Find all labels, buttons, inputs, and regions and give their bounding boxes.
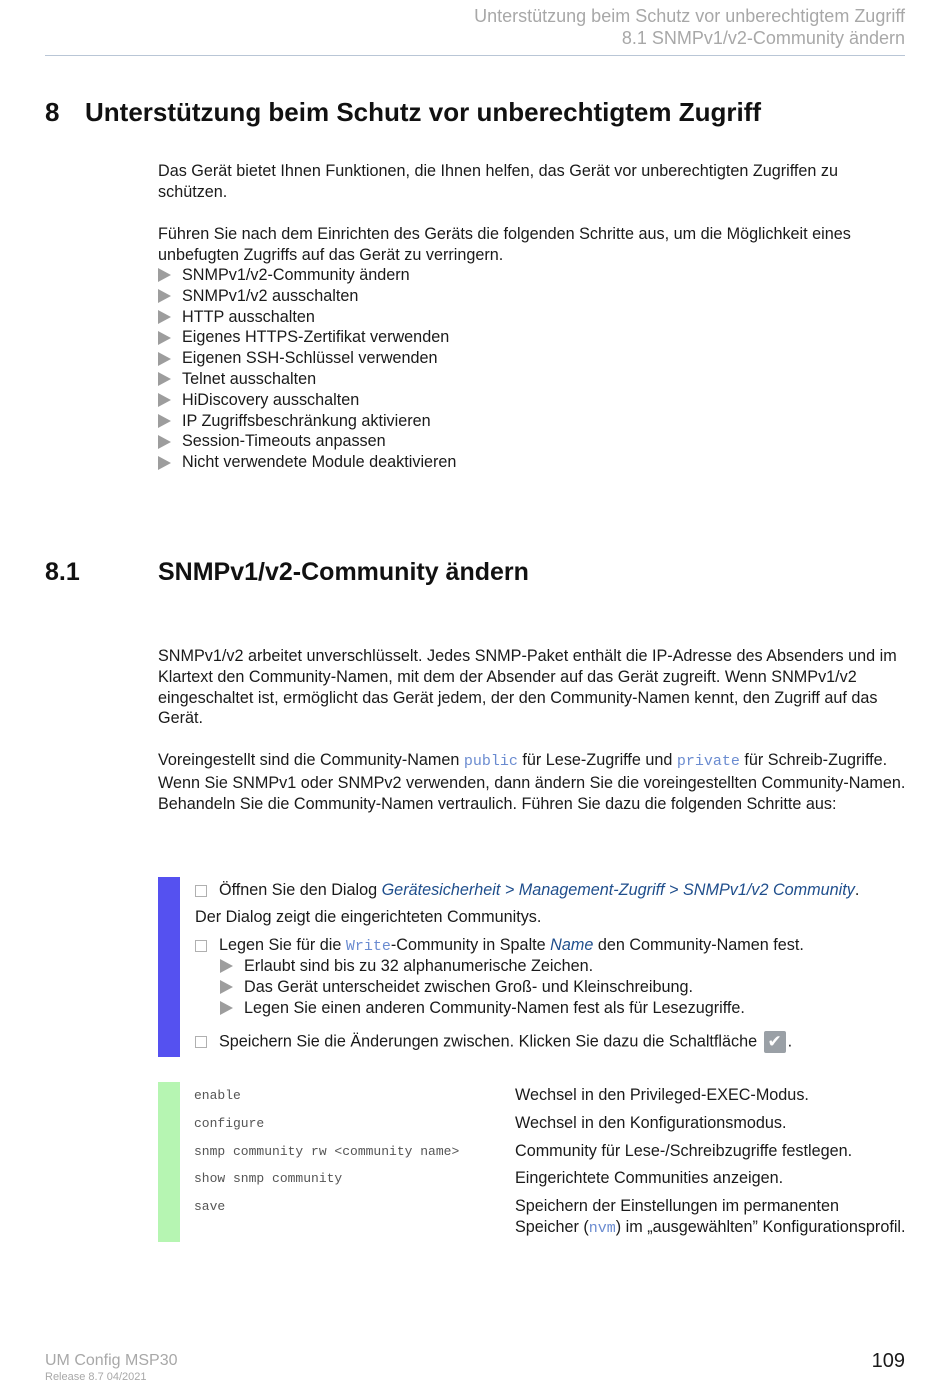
- triangle-bullet-icon: [158, 414, 171, 428]
- triangle-bullet-icon: [158, 352, 171, 366]
- chapter-number: 8: [45, 97, 60, 127]
- step-checkbox-icon: [195, 885, 207, 897]
- section-para-2: Voreingestellt sind die Community-Namen public für Lese-Zugriffe und private für Schreib-Zugriffe. Wenn Sie SNMPv1 oder SNMPv2 verwenden, dann ändern Sie die voreingestellten Community-Namen. Behandeln Sie die Community-Namen vertraulich. Führen Sie dazu die folgenden Schritte aus:: [158, 751, 906, 813]
- gui-step-1-note: Der Dialog zeigt die eingerichteten Communitys.: [195, 908, 542, 926]
- list-item: IP Zugriffsbeschränkung aktivieren: [158, 411, 906, 432]
- section-title: SNMPv1/v2-Community ändern: [158, 558, 529, 586]
- cli-command: save: [194, 1199, 226, 1214]
- section-heading: [45, 558, 529, 587]
- section-number: 8.1: [45, 558, 80, 586]
- list-item: Das Gerät unterscheidet zwischen Groß- und Kleinschreibung.: [220, 977, 745, 998]
- code-public: public: [463, 753, 518, 770]
- gui-step-2: Legen Sie für die Write-Community in Spalte Name den Community-Namen fest.: [195, 935, 906, 958]
- triangle-bullet-icon: [158, 331, 171, 345]
- checkmark-save-icon: ✔: [764, 1031, 786, 1053]
- step-2-bullets: [220, 956, 745, 1018]
- cli-description: Wechsel in den Konfigurationsmodus.: [515, 1114, 787, 1132]
- triangle-bullet-icon: [158, 372, 171, 386]
- footer: [45, 1351, 178, 1384]
- list-item: Session-Timeouts anpassen: [158, 431, 906, 452]
- page-number: 109: [871, 1350, 905, 1372]
- chapter-heading: [45, 97, 761, 128]
- chapter-steps-intro: Führen Sie nach dem Einrichten des Geräts die folgenden Schritte aus, um die Möglichkeit eines unbefugten Zugriffs auf das Gerät zu verringern.: [158, 225, 851, 264]
- gui-step-3: Speichern Sie die Änderungen zwischen. Klicken Sie dazu die Schaltfläche ✔ .: [195, 1031, 906, 1053]
- code-private: private: [676, 753, 740, 770]
- list-item: Eigenen SSH-Schlüssel verwenden: [158, 348, 906, 369]
- cli-description: Eingerichtete Communities anzeigen.: [515, 1169, 784, 1187]
- chapter-title: Unterstützung beim Schutz vor unberechtigtem Zugriff: [85, 97, 762, 127]
- cli-description: Wechsel in den Privileged-EXEC-Modus.: [515, 1086, 809, 1104]
- dialog-path: Gerätesicherheit > Management-Zugriff > SNMPv1/v2 Community: [381, 881, 855, 899]
- gui-steps-bar: [158, 877, 180, 1057]
- section-para-1: SNMPv1/v2 arbeitet unverschlüsselt. Jedes SNMP-Paket enthält die IP-Adresse des Absenders und im Klartext den Community-Namen, mit dem der Absender auf das Gerät zugreift. Wenn SNMPv1/v2 eingeschaltet ist, ermöglicht das Gerät jedem, der den Community-Namen kennt, den Zugriff auf das Gerät.: [158, 647, 897, 728]
- running-header-section: 8.1 SNMPv1/v2-Community ändern: [621, 28, 905, 48]
- running-header: [474, 5, 905, 49]
- step-checkbox-icon: [195, 1036, 207, 1048]
- cli-command: snmp community rw <community name>: [194, 1144, 460, 1159]
- list-item: HiDiscovery ausschalten: [158, 390, 906, 411]
- triangle-bullet-icon: [158, 289, 171, 303]
- list-item: SNMPv1/v2-Community ändern: [158, 265, 906, 286]
- triangle-bullet-icon: [158, 268, 171, 282]
- triangle-bullet-icon: [220, 980, 233, 994]
- list-item: Eigenes HTTPS-Zertifikat verwenden: [158, 327, 906, 348]
- list-item: Nicht verwendete Module deaktivieren: [158, 452, 906, 473]
- running-header-chapter: Unterstützung beim Schutz vor unberechtigtem Zugriff: [474, 6, 905, 26]
- cli-command: enable: [194, 1088, 241, 1103]
- gui-step-1: Öffnen Sie den Dialog Gerätesicherheit > Management-Zugriff > SNMPv1/v2 Community.: [195, 880, 906, 901]
- code-write: Write: [345, 938, 391, 955]
- triangle-bullet-icon: [220, 1001, 233, 1015]
- measures-list: [158, 265, 906, 473]
- triangle-bullet-icon: [220, 959, 233, 973]
- cli-description: Community für Lese-/Schreibzugriffe festlegen.: [515, 1142, 853, 1160]
- column-name: Name: [550, 936, 594, 954]
- triangle-bullet-icon: [158, 310, 171, 324]
- cli-command: configure: [194, 1116, 265, 1131]
- chapter-intro: Das Gerät bietet Ihnen Funktionen, die Ihnen helfen, das Gerät vor unberechtigten Zugriffen zu schützen.: [158, 162, 839, 201]
- triangle-bullet-icon: [158, 435, 171, 449]
- triangle-bullet-icon: [158, 456, 171, 470]
- triangle-bullet-icon: [158, 393, 171, 407]
- step-checkbox-icon: [195, 940, 207, 952]
- footer-release: Release 8.7 04/2021: [45, 1371, 147, 1383]
- code-nvm: nvm: [588, 1220, 616, 1237]
- list-item: Legen Sie einen anderen Community-Namen fest als für Lesezugriffe.: [220, 998, 745, 1019]
- cli-description: Speichern der Einstellungen im permanenten Speicher (nvm) im „ausgewählten” Konfigurationsprofil.: [515, 1197, 906, 1237]
- list-item: SNMPv1/v2 ausschalten: [158, 286, 906, 307]
- list-item: Telnet ausschalten: [158, 369, 906, 390]
- footer-doc-title: UM Config MSP30: [45, 1352, 178, 1369]
- cli-bar: [158, 1082, 180, 1242]
- header-rule: [45, 55, 905, 56]
- list-item: Erlaubt sind bis zu 32 alphanumerische Zeichen.: [220, 956, 745, 977]
- list-item: HTTP ausschalten: [158, 307, 906, 328]
- cli-command: show snmp community: [194, 1171, 343, 1186]
